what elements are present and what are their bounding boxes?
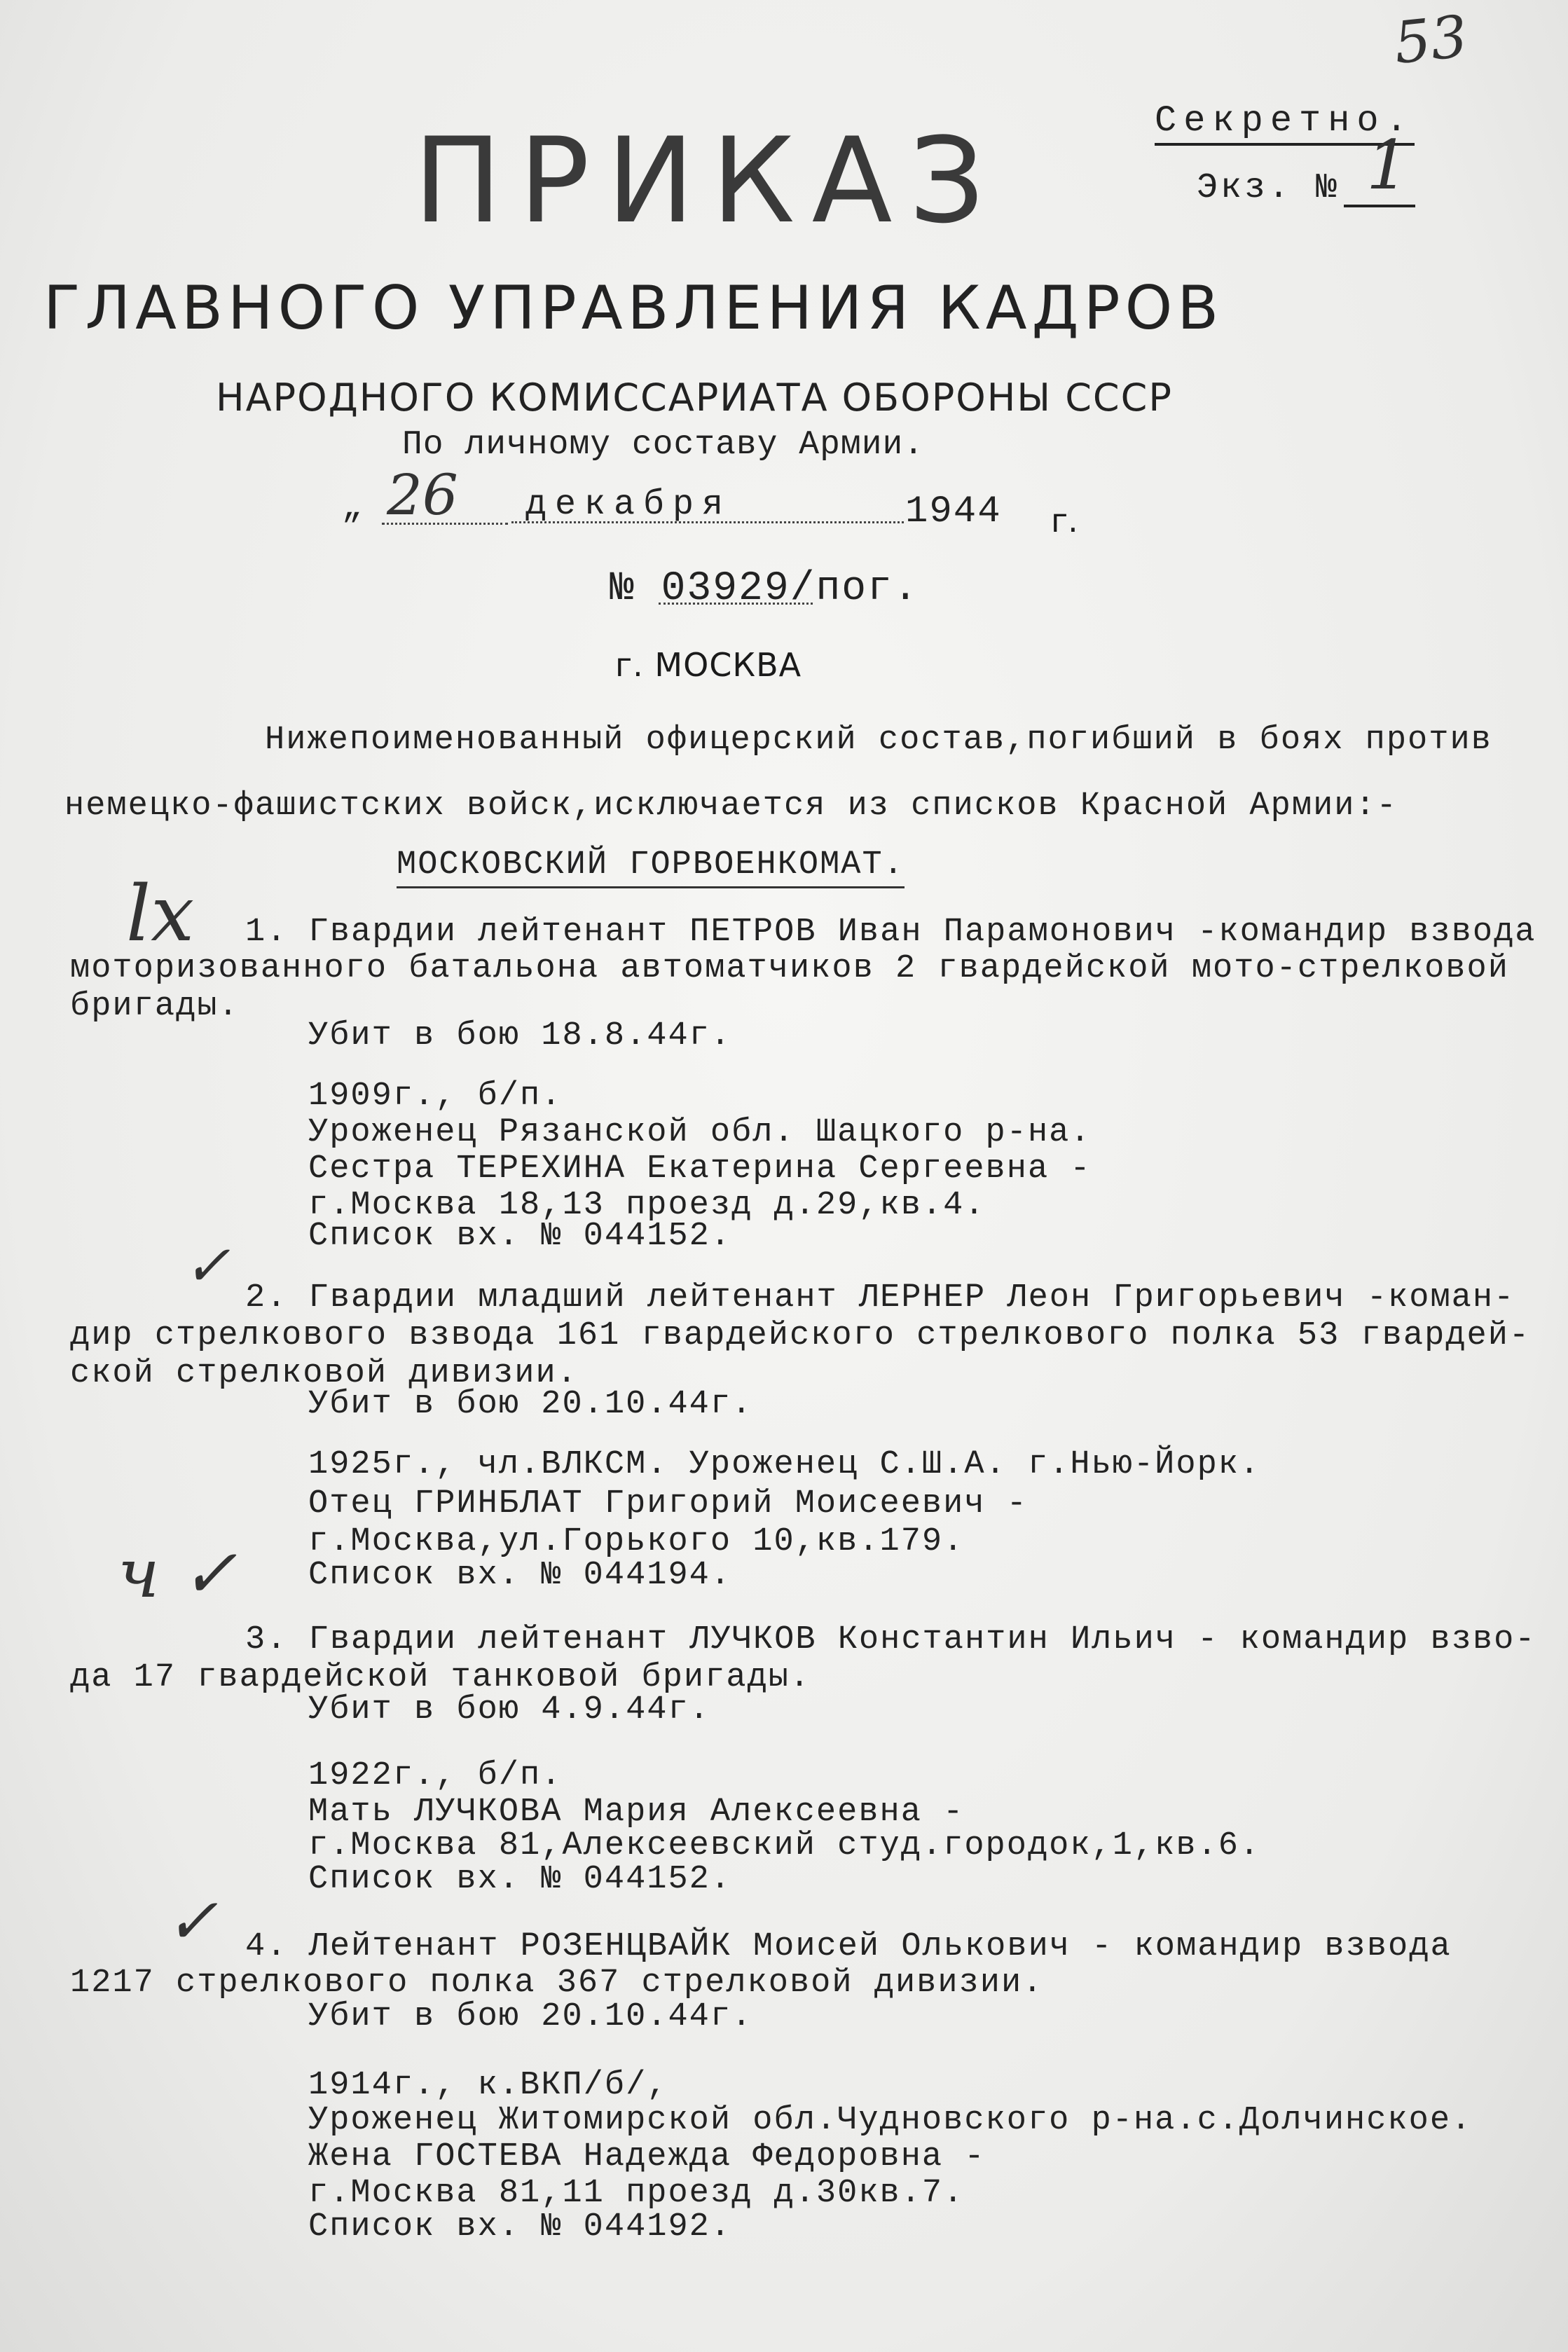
copy-number-label: Экз. № xyxy=(1197,168,1340,208)
entry-3-detail-3: г.Москва 81,Алексеевский студ.городок,1,кв.6. xyxy=(308,1827,1261,1864)
order-number: № 03929/пог. xyxy=(610,566,919,612)
entry-1-line-3: бригады. xyxy=(70,988,240,1025)
page-number: 53 xyxy=(1391,3,1471,78)
document-subtitle-commissariat: НАРОДНОГО КОМИССАРИАТА ОБОРОНЫ СССР xyxy=(216,376,1173,420)
entry-2-detail-3: г.Москва,ул.Горького 10,кв.179. xyxy=(308,1523,965,1560)
entry-4-detail-3: Жена ГОСТЕВА Надежда Федоровна - xyxy=(308,2138,986,2175)
handwritten-check-4: ✓ xyxy=(165,1885,219,1958)
entry-4-killed: Убит в бою 20.10.44г. xyxy=(308,1998,753,2035)
entry-1-detail-1: 1909г., б/п. xyxy=(308,1078,563,1115)
date-year: 1944 xyxy=(905,490,1002,533)
entry-2-line-3: ской стрелковой дивизии. xyxy=(70,1355,578,1392)
order-number-line xyxy=(659,603,813,605)
date-day: 26 xyxy=(387,462,458,528)
entry-4-detail-1: 1914г., к.ВКП/б/, xyxy=(308,2067,668,2104)
entry-2-detail-4: Список вх. № 044194. xyxy=(308,1557,732,1594)
intro-line-2: немецко-фашистских войск,исключается из списков Красной Армии:- xyxy=(64,788,1398,825)
entry-4-detail-4: г.Москва 81,11 проезд д.30кв.7. xyxy=(308,2175,965,2212)
section-heading: МОСКОВСКИЙ ГОРВОЕНКОМАТ. xyxy=(397,846,905,888)
entry-1-detail-2: Уроженец Рязанской обл. Шацкого р-на. xyxy=(308,1114,1092,1151)
intro-line-1: Нижепоименованный офицерский состав,погибший в боях против xyxy=(265,722,1492,759)
entry-2-detail-2: Отец ГРИНБЛАТ Григорий Моисеевич - xyxy=(308,1485,1028,1522)
date-quote: „ xyxy=(342,489,364,527)
entry-1-line-1: 1. Гвардии лейтенант ПЕТРОВ Иван Парамонович -командир взвода xyxy=(245,914,1536,951)
document-subtitle-scope: По личному составу Армии. xyxy=(402,426,925,464)
document-subtitle-main: ГЛАВНОГО УПРАВЛЕНИЯ КАДРОВ xyxy=(43,273,1224,343)
copy-number-underline xyxy=(1344,205,1415,207)
entry-3-detail-2: Мать ЛУЧКОВА Мария Алексеевна - xyxy=(308,1794,965,1831)
entry-2-line-2: дир стрелкового взвода 161 гвардейского стрелкового полка 53 гвардей- xyxy=(70,1317,1531,1354)
entry-3-killed: Убит в бою 4.9.44г. xyxy=(308,1691,710,1728)
entry-1-detail-5: Список вх. № 044152. xyxy=(308,1218,732,1255)
copy-number-value: 1 xyxy=(1366,126,1410,205)
entry-4-line-1: 4. Лейтенант РОЗЕНЦВАЙК Моисей Олькович - командир взвода xyxy=(245,1928,1452,1965)
entry-1-killed: Убит в бою 18.8.44г. xyxy=(308,1017,732,1054)
date-suffix: г. xyxy=(1051,502,1078,539)
entry-3-detail-1: 1922г., б/п. xyxy=(308,1757,563,1794)
entry-2-line-1: 2. Гвардии младший лейтенант ЛЕРНЕР Леон Григорьевич -коман- xyxy=(245,1279,1515,1316)
entry-2-killed: Убит в бою 20.10.44г. xyxy=(308,1386,753,1423)
entry-2-detail-1: 1925г., чл.ВЛКСМ. Уроженец С.Ш.А. г.Нью-Йорк. xyxy=(308,1446,1261,1483)
entry-3-line-2: да 17 гвардейской танковой бригады. xyxy=(70,1659,811,1696)
date-month-line xyxy=(511,521,904,523)
entry-4-detail-5: Список вх. № 044192. xyxy=(308,2208,732,2246)
city: г. МОСКВА xyxy=(615,646,802,684)
date-month: декабря xyxy=(525,485,732,525)
handwritten-check-2: ✓ xyxy=(184,1233,231,1298)
secrecy-label: Секретно. xyxy=(1155,100,1415,146)
entry-4-line-2: 1217 стрелкового полка 367 стрелковой дивизии. xyxy=(70,1965,1044,2002)
entry-1-detail-4: г.Москва 18,13 проезд д.29,кв.4. xyxy=(308,1187,986,1224)
entry-3-detail-4: Список вх. № 044152. xyxy=(308,1861,732,1898)
entry-3-line-1: 3. Гвардии лейтенант ЛУЧКОВ Константин Ильич - командир взво- xyxy=(245,1621,1536,1658)
handwritten-mark-3: ч ✓ xyxy=(118,1534,238,1613)
document-title: ПРИКАЗ xyxy=(413,112,1002,249)
entry-1-line-2: моторизованного батальона автоматчиков 2 гвардейской мото-стрелковой xyxy=(70,950,1509,987)
entry-4-detail-2: Уроженец Житомирской обл.Чудновского р-на.с.Долчинское. xyxy=(308,2102,1473,2139)
entry-1-detail-3: Сестра ТЕРЕХИНА Екатерина Сергеевна - xyxy=(308,1150,1092,1188)
handwritten-mark-1: lx xyxy=(126,869,195,958)
